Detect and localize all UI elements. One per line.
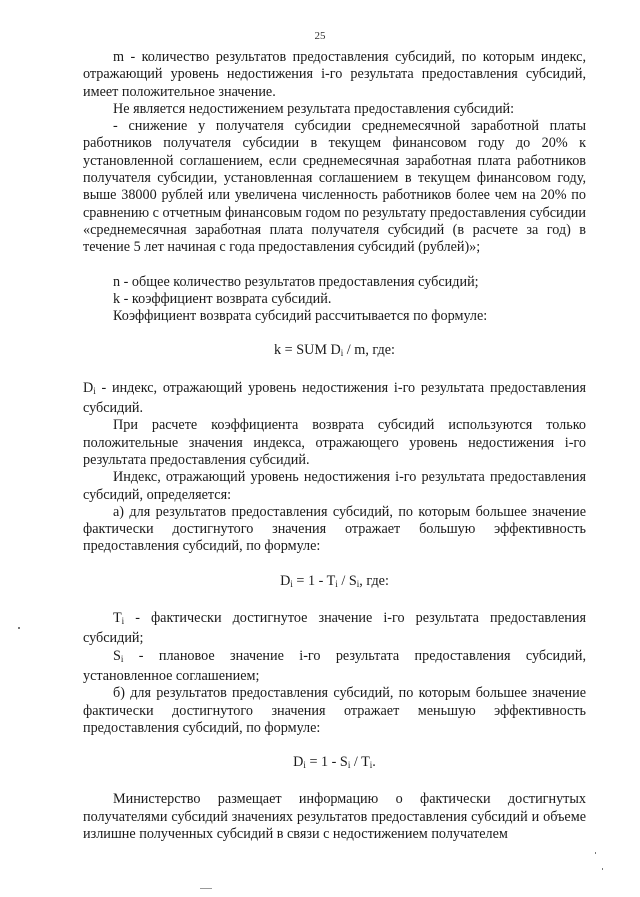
scan-mark (602, 868, 603, 870)
paragraph-n-definition: n - общее количество результатов предоставления субсидий; (113, 273, 479, 290)
paragraph-k-formula-intro: Коэффициент возврата субсидий рассчитывается по формуле: (113, 308, 488, 325)
paragraph-ministry-info: Министерство размещает информацию о фактически достигнутых получателями субсидий значениях результатов предоставления субсидий и объеме излишне полученных субсидий в связи с недостижением получателем (83, 791, 586, 842)
document-body (83, 49, 586, 843)
paragraph-si-definition: $S_i$ - плановое значение i-го результата предоставления субсидий, установленное соглашением; (83, 647, 586, 684)
paragraph-case-a: а) для результатов предоставления субсидий, по которым большее значение фактически достигнутого значения отражает большую эффективность предоставления субсидий, по формуле: (83, 503, 586, 555)
paragraph-case-b: б) для результатов предоставления субсидий, по которым большее значение фактически достигнутого значения отражает меньшую эффективность предоставления субсидий, по формуле: (83, 685, 586, 736)
paragraph-salary-exception: - снижение у получателя субсидии среднемесячной заработной платы работников получателя субсидии в текущем финансовом году до 20% к установленной соглашением, если среднемесячная заработная плата работников получателя субсидии, установленная соглашением в текущем финансовом году, выше 38000 рублей или увеличена численность работников более чем на 20% по сравнению с отчетным финансовым годом по результату предоставления субсидии «среднемесячная заработная плата получателя субсидий (в расчете за год) в течение 5 лет начиная с года предоставления субсидий (рублей)»; (83, 118, 586, 256)
scan-mark (595, 852, 596, 854)
scan-mark (18, 627, 20, 629)
page-number: 25 (314, 30, 326, 42)
formula-k: k = SUM $D_i$ / m, где: (274, 342, 395, 359)
paragraph-not-shortfall-heading: Не является недостижением результата предоставления субсидий: (113, 100, 515, 117)
paragraph-k-definition: k - коэффициент возврата субсидий. (113, 290, 332, 307)
paragraph-m-definition: m - количество результатов предоставления субсидий, по которым индекс, отражающий уровень недостижения i-го результата предоставления субсидий, имеет положительное значение. (83, 49, 586, 100)
formula-di-b: $D_i = 1 - S_i / T_i$. (293, 754, 376, 771)
paragraph-index-determined: Индекс, отражающий уровень недостижения i-го результата предоставления субсидий, определяется: (83, 469, 586, 503)
paragraph-di-definition: $D_i$ - индекс, отражающий уровень недостижения i-го результата предоставления субсидий. (83, 379, 586, 417)
scan-mark (200, 888, 212, 889)
paragraph-positive-values: При расчете коэффициента возврата субсидий используются только положительные значения индекса, отражающего уровень недостижения i-го результата предоставления субсидий. (83, 417, 586, 468)
paragraph-ti-definition: $T_i$ - фактически достигнутое значение i-го результата предоставления субсидий; (83, 610, 586, 647)
formula-di-a: $D_i = 1 - T_i / S_i$, где: (280, 572, 389, 589)
